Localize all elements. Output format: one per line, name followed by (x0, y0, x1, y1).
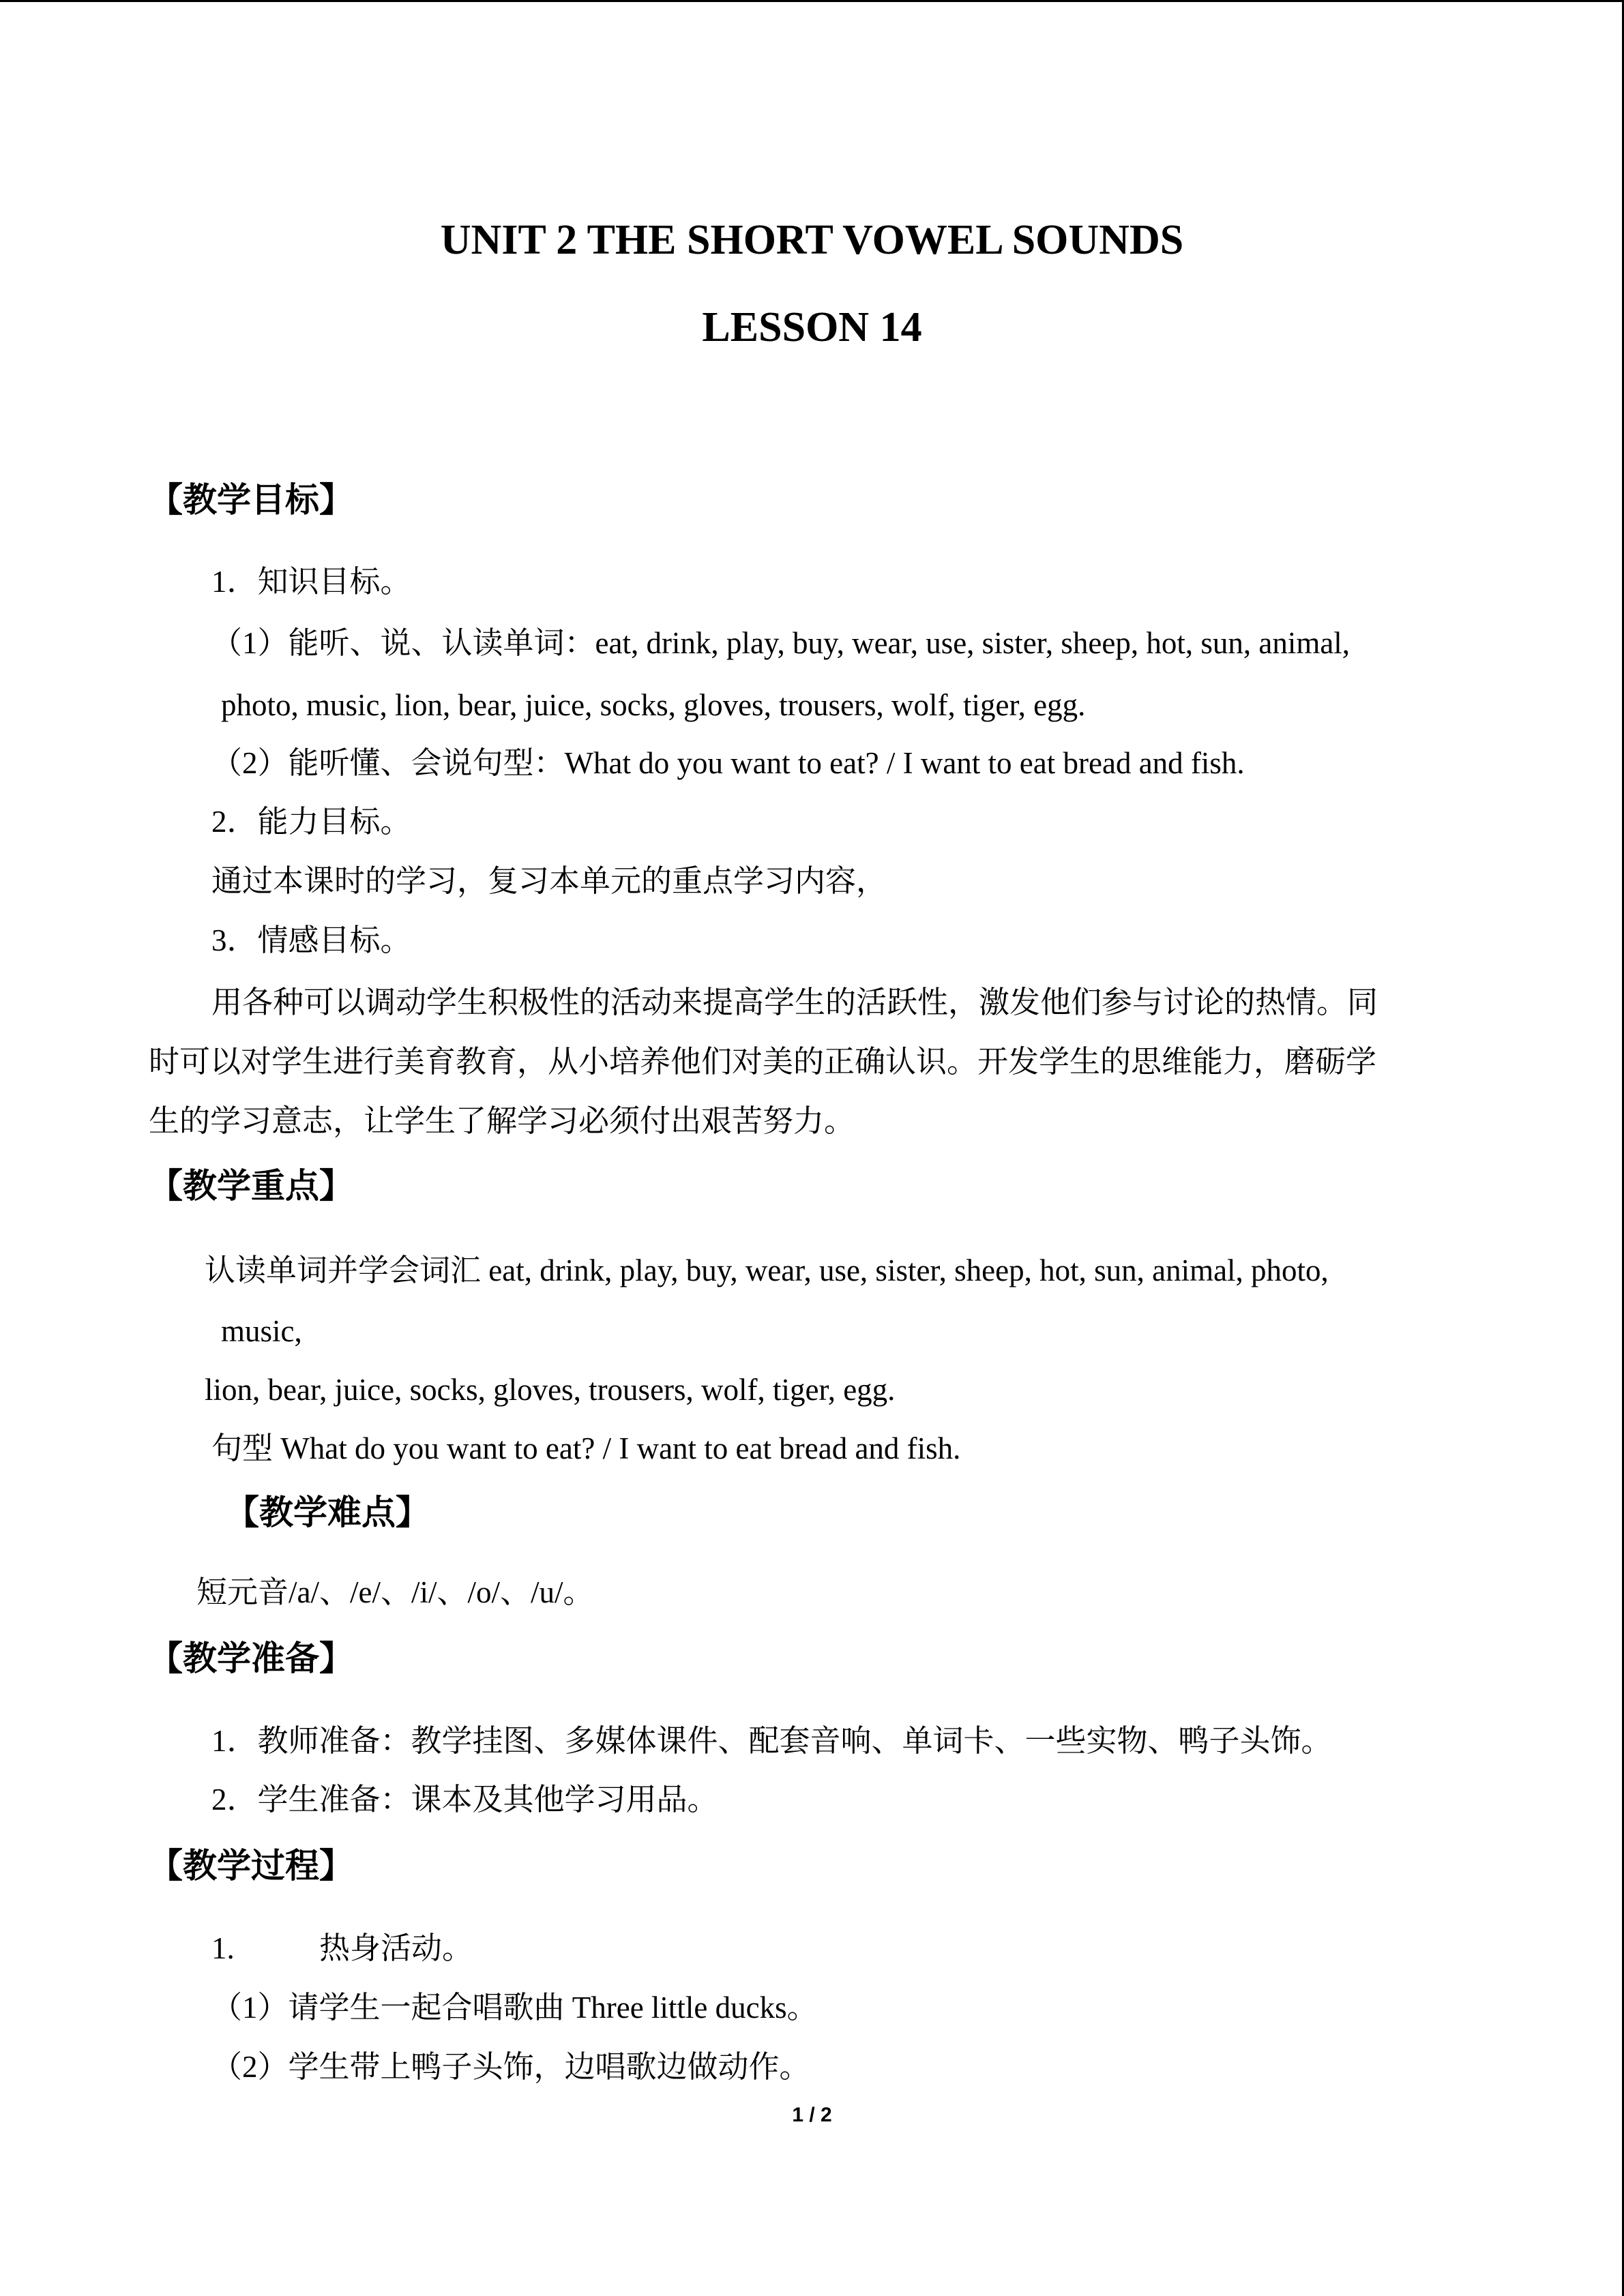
knowledge-objective-2: （2）能听懂、会说句型：What do you want to eat? / I want to eat bread and fish. (211, 746, 1245, 780)
knowledge-objective-title: 1．知识目标。 (211, 565, 411, 599)
process-step1-title: 热身活动。 (319, 1931, 473, 1965)
process-heading: 【教学过程】 (149, 1846, 353, 1885)
key-points-line4: 句型 What do you want to eat? / I want to eat bread and fish. (211, 1431, 961, 1465)
preparation-heading: 【教学准备】 (149, 1639, 353, 1678)
unit-title: UNIT 2 THE SHORT VOWEL SOUNDS (440, 217, 1184, 263)
knowledge-objective-1-line1: （1）能听、说、认读单词：eat, drink, play, buy, wear, use, sister, sheep, hot, sun, animal, (211, 626, 1350, 660)
difficulties-heading: 【教学难点】 (225, 1493, 430, 1532)
key-points-line1: 认读单词并学会词汇 eat, drink, play, buy, wear, use, sister, sheep, hot, sun, animal, photo, (205, 1253, 1329, 1287)
emotion-objective-line2: 时可以对学生进行美育教育，从小培养他们对美的正确认识。开发学生的思维能力，磨砺学 (149, 1045, 1377, 1079)
emotion-objective-line3: 生的学习意志，让学生了解学习必须付出艰苦努力。 (149, 1104, 855, 1138)
difficulties-line1: 短元音/a/、/e/、/i/、/o/、/u/。 (196, 1575, 594, 1609)
lesson-title: LESSON 14 (702, 304, 922, 351)
teacher-preparation: 1．教师准备：教学挂图、多媒体课件、配套音响、单词卡、一些实物、鸭子头饰。 (211, 1724, 1332, 1758)
page-top-border (0, 0, 1624, 2)
objectives-heading: 【教学目标】 (149, 480, 353, 520)
ability-objective-text: 通过本课时的学习，复习本单元的重点学习内容， (211, 864, 887, 898)
student-preparation: 2．学生准备：课本及其他学习用品。 (211, 1783, 718, 1817)
page-number: 1 / 2 (792, 2104, 832, 2126)
key-points-line2: music, (221, 1314, 302, 1348)
ability-objective-title: 2．能力目标。 (211, 805, 411, 839)
emotion-objective-title: 3．情感目标。 (211, 923, 411, 957)
key-points-line3: lion, bear, juice, socks, gloves, trousers, wolf, tiger, egg. (205, 1373, 896, 1407)
process-step1-a: （1）请学生一起合唱歌曲 Three little ducks。 (211, 1991, 818, 2025)
emotion-objective-line1: 用各种可以调动学生积极性的活动来提高学生的活跃性，激发他们参与讨论的热情。同 (211, 985, 1378, 1019)
process-step1-b: （2）学生带上鸭子头饰，边唱歌边做动作。 (211, 2050, 810, 2084)
key-points-heading: 【教学重点】 (149, 1166, 353, 1206)
knowledge-objective-1-line2: photo, music, lion, bear, juice, socks, gloves, trousers, wolf, tiger, egg. (221, 688, 1086, 722)
process-step1-number: 1. (211, 1931, 235, 1965)
